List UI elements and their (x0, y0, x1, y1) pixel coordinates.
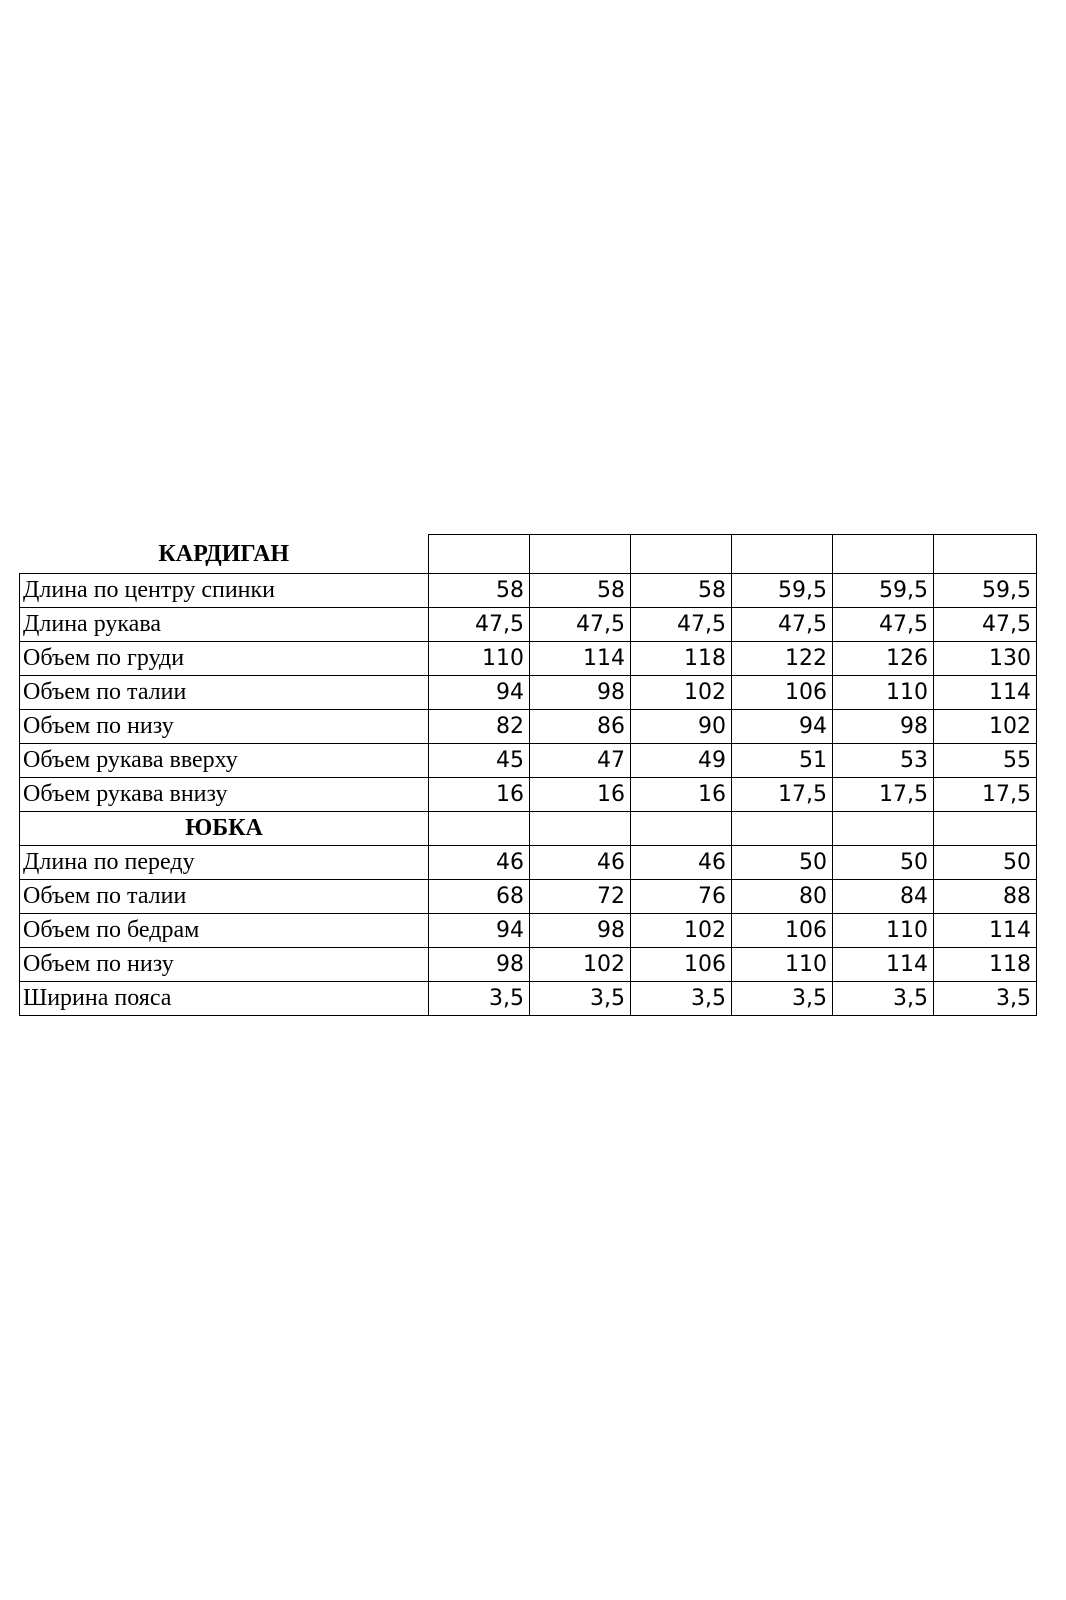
empty-size-cell (631, 535, 732, 574)
measurement-value: 46 (631, 846, 732, 880)
measurement-value: 47,5 (934, 608, 1037, 642)
measurement-value: 3,5 (934, 982, 1037, 1016)
measurement-value: 106 (631, 948, 732, 982)
measurement-value: 118 (631, 642, 732, 676)
measurement-value: 82 (429, 710, 530, 744)
table-row (20, 846, 1037, 880)
empty-size-cell (631, 812, 732, 846)
size-chart-table (19, 534, 1037, 1016)
measurement-value: 49 (631, 744, 732, 778)
empty-size-cell (429, 812, 530, 846)
measurement-value: 47,5 (530, 608, 631, 642)
measurement-value: 94 (429, 676, 530, 710)
measurement-value: 50 (833, 846, 934, 880)
measurement-label: Объем по талии (20, 676, 429, 710)
measurement-value: 58 (631, 574, 732, 608)
measurement-value: 98 (530, 676, 631, 710)
measurement-value: 114 (833, 948, 934, 982)
table-row (20, 608, 1037, 642)
measurement-value: 59,5 (833, 574, 934, 608)
measurement-value: 122 (732, 642, 833, 676)
measurement-value: 16 (429, 778, 530, 812)
empty-size-cell (732, 535, 833, 574)
measurement-value: 102 (530, 948, 631, 982)
table-row (20, 914, 1037, 948)
table-row (20, 574, 1037, 608)
measurement-value: 47,5 (631, 608, 732, 642)
measurement-value: 76 (631, 880, 732, 914)
measurement-value: 102 (934, 710, 1037, 744)
measurement-value: 114 (934, 914, 1037, 948)
measurement-value: 86 (530, 710, 631, 744)
measurement-value: 47,5 (732, 608, 833, 642)
measurement-label: Объем по груди (20, 642, 429, 676)
measurement-value: 47,5 (429, 608, 530, 642)
measurement-label: Длина по переду (20, 846, 429, 880)
empty-size-cell (530, 812, 631, 846)
measurement-value: 51 (732, 744, 833, 778)
measurement-value: 68 (429, 880, 530, 914)
measurement-value: 16 (631, 778, 732, 812)
measurement-value: 59,5 (732, 574, 833, 608)
measurement-value: 110 (732, 948, 833, 982)
table-row (20, 642, 1037, 676)
measurement-value: 94 (429, 914, 530, 948)
measurement-value: 47 (530, 744, 631, 778)
measurement-value: 98 (833, 710, 934, 744)
measurement-value: 3,5 (429, 982, 530, 1016)
section-title: ЮБКА (20, 812, 429, 846)
measurement-value: 17,5 (934, 778, 1037, 812)
table-row (20, 744, 1037, 778)
measurement-value: 84 (833, 880, 934, 914)
measurement-label: Объем рукава внизу (20, 778, 429, 812)
measurement-label: Длина рукава (20, 608, 429, 642)
measurement-value: 94 (732, 710, 833, 744)
section-title: КАРДИГАН (20, 535, 429, 574)
empty-size-cell (530, 535, 631, 574)
measurement-value: 3,5 (732, 982, 833, 1016)
measurement-value: 80 (732, 880, 833, 914)
measurement-value: 46 (429, 846, 530, 880)
measurement-value: 114 (530, 642, 631, 676)
measurement-value: 118 (934, 948, 1037, 982)
table-row (20, 982, 1037, 1016)
measurement-value: 50 (732, 846, 833, 880)
measurement-value: 53 (833, 744, 934, 778)
measurement-value: 17,5 (833, 778, 934, 812)
section-header-row (20, 812, 1037, 846)
measurement-value: 58 (530, 574, 631, 608)
table-row (20, 710, 1037, 744)
empty-size-cell (934, 812, 1037, 846)
empty-size-cell (833, 812, 934, 846)
measurement-value: 3,5 (833, 982, 934, 1016)
measurement-value: 45 (429, 744, 530, 778)
empty-size-cell (833, 535, 934, 574)
table-row (20, 948, 1037, 982)
measurement-value: 3,5 (530, 982, 631, 1016)
measurement-value: 98 (530, 914, 631, 948)
table-row (20, 880, 1037, 914)
measurement-label: Ширина пояса (20, 982, 429, 1016)
empty-size-cell (934, 535, 1037, 574)
empty-size-cell (429, 535, 530, 574)
empty-size-cell (732, 812, 833, 846)
measurement-label: Объем рукава вверху (20, 744, 429, 778)
measurement-label: Объем по бедрам (20, 914, 429, 948)
measurement-value: 88 (934, 880, 1037, 914)
measurement-label: Объем по низу (20, 710, 429, 744)
measurement-value: 90 (631, 710, 732, 744)
measurement-value: 17,5 (732, 778, 833, 812)
measurement-value: 106 (732, 676, 833, 710)
measurement-label: Длина по центру спинки (20, 574, 429, 608)
measurement-value: 102 (631, 914, 732, 948)
measurement-value: 72 (530, 880, 631, 914)
measurement-value: 114 (934, 676, 1037, 710)
table-row (20, 778, 1037, 812)
measurement-value: 102 (631, 676, 732, 710)
measurement-value: 98 (429, 948, 530, 982)
measurement-value: 46 (530, 846, 631, 880)
measurement-value: 110 (429, 642, 530, 676)
measurement-label: Объем по низу (20, 948, 429, 982)
measurement-value: 59,5 (934, 574, 1037, 608)
measurement-value: 47,5 (833, 608, 934, 642)
size-chart-body (20, 535, 1037, 1016)
measurement-value: 3,5 (631, 982, 732, 1016)
measurement-value: 58 (429, 574, 530, 608)
section-header-row (20, 535, 1037, 574)
table-row (20, 676, 1037, 710)
measurement-value: 110 (833, 676, 934, 710)
measurement-label: Объем по талии (20, 880, 429, 914)
measurement-value: 16 (530, 778, 631, 812)
measurement-value: 126 (833, 642, 934, 676)
measurement-value: 55 (934, 744, 1037, 778)
measurement-value: 50 (934, 846, 1037, 880)
measurement-value: 130 (934, 642, 1037, 676)
measurement-value: 106 (732, 914, 833, 948)
measurement-value: 110 (833, 914, 934, 948)
